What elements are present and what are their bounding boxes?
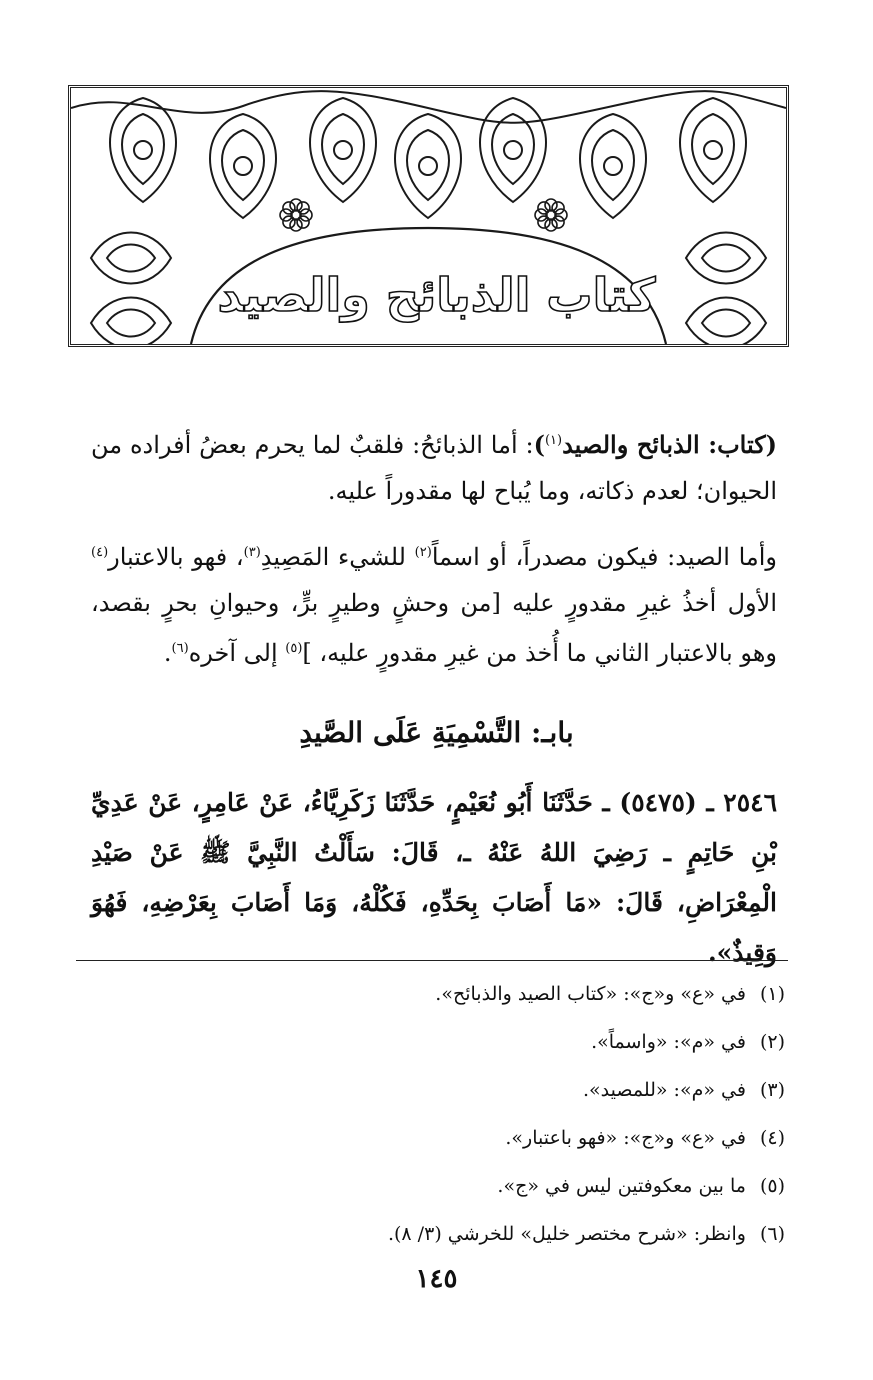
footnote-text: في «ع» و«ج»: «كتاب الصيد والذبائح». — [435, 983, 746, 1005]
intro-text-2c: ، فهو بالاعتبار — [108, 543, 244, 571]
footnote-number: (١) — [759, 983, 785, 1005]
footnote-number: (٦) — [759, 1223, 785, 1245]
pendant-leaf-ornament — [310, 98, 376, 202]
footnote-text: وانظر: «شرح مختصر خليل» للخرشي (٣/ ٨). — [387, 1223, 746, 1245]
intro-text-2d: الأول أخذُ غيرِ مقدورٍ عليه [من وحشٍ وطيرٍ برٍّ، وحيوانِ بحرٍ بقصد، وهو بالاعتبار الثاني ما أُخذ من غيرِ مقدورٍ عليه، ] — [91, 589, 777, 667]
star-rosette-ornament — [535, 199, 567, 231]
intro-paragraph-1 — [91, 418, 777, 514]
footnote-ref-2: (٢) — [414, 545, 432, 560]
book-title: كتاب الذبائح والصيد — [217, 268, 656, 322]
pendant-leaf-ornament — [580, 114, 646, 218]
pendant-leaf-ornament — [210, 114, 276, 218]
hadith-text: ٢٥٤٦ ـ (٥٤٧٥) ـ حَدَّثَنَا أَبُو نُعَيْمٍ، حَدَّثَنَا زَكَرِيَّاءُ، عَنْ عَامِرٍ، عَنْ عَدِيِّ بْنِ حَاتِمٍ ـ رَضِيَ اللهُ عَنْهُ ـ، قَالَ: سَأَلْتُ النَّبِيَّ ﷺ عَنْ صَيْدِ الْمِعْرَاضِ، قَالَ: «مَا أَصَابَ بِحَدِّهِ، فَكُلْهُ، وَمَا أَصَابَ بِعَرْضِهِ، فَهُوَ وَقِيذٌ». — [91, 788, 777, 967]
chapter-label: (كتاب: الذبائح والصيد — [562, 430, 777, 459]
footnote-ref-1: (١) — [544, 433, 563, 448]
footnote-number: (٤) — [759, 1127, 785, 1149]
intro-paragraph-2 — [91, 530, 777, 676]
footnote-text: في «م»: «واسماً». — [591, 1031, 746, 1053]
footnote-ref-6: (٦) — [171, 641, 189, 656]
scroll-band-ornament — [71, 91, 786, 123]
intro-text-2b: للشيء المَصِيدِ — [260, 543, 415, 571]
pendant-leaf-ornament — [395, 114, 461, 218]
footnote-text: في «ع» و«ج»: «فهو باعتبار». — [505, 1127, 746, 1149]
intro-text-1: : أما الذبائحُ: فلقبٌ لما يحرم بعضُ أفراده من الحيوان؛ لعدم ذكاته، وما يُباح لها مقدوراً عليه. — [91, 431, 777, 505]
footnote-ref-4: (٤) — [91, 545, 109, 560]
intro-text-2a: وأما الصيد: فيكون مصدراً، أو اسماً — [431, 543, 777, 571]
footnote-item — [95, 1210, 785, 1258]
chapter-label-close: ) — [533, 430, 545, 459]
footnote-item — [95, 1066, 785, 1114]
footnote-item — [95, 1162, 785, 1210]
footnote-text: ما بين معكوفتين ليس في «ج». — [497, 1175, 746, 1197]
footnote-number: (٢) — [759, 1031, 785, 1053]
footnote-item — [95, 1114, 785, 1162]
section-heading: بابـ: التَّسْمِيَةِ عَلَى الصَّيدِ — [299, 716, 574, 749]
footnote-item — [95, 970, 785, 1018]
pendant-leaf-ornament — [480, 98, 546, 202]
pendant-leaf-ornament — [110, 98, 176, 202]
star-rosette-ornament — [280, 199, 312, 231]
footnote-divider — [76, 960, 788, 961]
pendant-leaf-ornament — [680, 98, 746, 202]
footnote-item — [95, 1018, 785, 1066]
page-number: ١٤٥ — [415, 1264, 458, 1294]
footnotes-list — [95, 970, 785, 1258]
footnote-number: (٥) — [759, 1175, 785, 1197]
footnote-ref-3: (٣) — [243, 545, 261, 560]
intro-text-2f: . — [163, 639, 172, 667]
intro-text-2e: إلى آخره — [188, 639, 286, 667]
footnote-text: في «م»: «للمصيد». — [582, 1079, 746, 1101]
footnote-ref-5: (٥) — [285, 641, 303, 656]
footnote-number: (٣) — [759, 1079, 785, 1101]
